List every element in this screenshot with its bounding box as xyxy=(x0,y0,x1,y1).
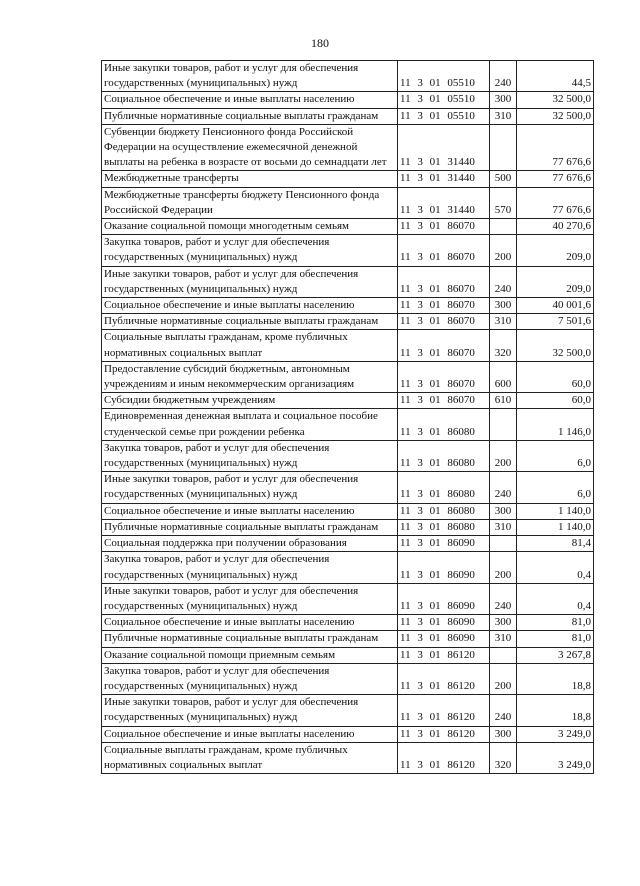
row-code-cell: 11 3 01 05510 xyxy=(398,92,490,108)
row-amount-cell: 1 146,0 xyxy=(517,409,594,440)
table-row xyxy=(102,726,594,742)
row-amount-cell: 44,5 xyxy=(517,61,594,92)
row-name-cell: Закупка товаров, работ и услуг для обеспечения государственных (муниципальных) нужд xyxy=(102,663,398,694)
table-row xyxy=(102,583,594,614)
row-vr-cell: 240 xyxy=(490,61,517,92)
row-amount-cell: 60,0 xyxy=(517,361,594,392)
row-vr-cell: 300 xyxy=(490,92,517,108)
row-code-cell: 11 3 01 86090 xyxy=(398,583,490,614)
row-amount-cell: 40 001,6 xyxy=(517,298,594,314)
row-vr-cell: 310 xyxy=(490,108,517,124)
table-row xyxy=(102,266,594,297)
row-name-cell: Социальное обеспечение и иные выплаты населению xyxy=(102,615,398,631)
table-row xyxy=(102,695,594,726)
row-code-cell: 11 3 01 86080 xyxy=(398,519,490,535)
row-code-cell: 11 3 01 86090 xyxy=(398,631,490,647)
table-row xyxy=(102,440,594,471)
row-name-cell: Закупка товаров, работ и услуг для обеспечения государственных (муниципальных) нужд xyxy=(102,440,398,471)
table-row xyxy=(102,235,594,266)
row-code-cell: 11 3 01 86080 xyxy=(398,409,490,440)
row-name-cell: Социальное обеспечение и иные выплаты населению xyxy=(102,92,398,108)
row-vr-cell: 320 xyxy=(490,330,517,361)
row-name-cell: Публичные нормативные социальные выплаты гражданам xyxy=(102,631,398,647)
row-amount-cell: 6,0 xyxy=(517,472,594,503)
row-amount-cell: 1 140,0 xyxy=(517,503,594,519)
table-row xyxy=(102,536,594,552)
row-vr-cell: 310 xyxy=(490,519,517,535)
row-code-cell: 11 3 01 86120 xyxy=(398,695,490,726)
row-vr-cell: 240 xyxy=(490,472,517,503)
row-vr-cell: 240 xyxy=(490,695,517,726)
row-vr-cell xyxy=(490,647,517,663)
row-code-cell: 11 3 01 86080 xyxy=(398,440,490,471)
table-row xyxy=(102,92,594,108)
table-row xyxy=(102,663,594,694)
table-row xyxy=(102,409,594,440)
budget-table xyxy=(101,60,594,774)
row-vr-cell: 300 xyxy=(490,298,517,314)
row-vr-cell: 200 xyxy=(490,663,517,694)
table-row xyxy=(102,298,594,314)
table-row xyxy=(102,124,594,171)
row-code-cell: 11 3 01 05510 xyxy=(398,61,490,92)
table-row xyxy=(102,61,594,92)
row-amount-cell: 77 676,6 xyxy=(517,187,594,218)
row-code-cell: 11 3 01 86070 xyxy=(398,235,490,266)
row-name-cell: Социальные выплаты гражданам, кроме публичных нормативных социальных выплат xyxy=(102,742,398,773)
budget-table-body xyxy=(102,61,594,774)
row-amount-cell: 32 500,0 xyxy=(517,108,594,124)
row-vr-cell: 200 xyxy=(490,440,517,471)
row-name-cell: Межбюджетные трансферты xyxy=(102,171,398,187)
row-code-cell: 11 3 01 86090 xyxy=(398,615,490,631)
row-code-cell: 11 3 01 86070 xyxy=(398,393,490,409)
row-name-cell: Иные закупки товаров, работ и услуг для обеспечения государственных (муниципальных) нужд xyxy=(102,583,398,614)
row-amount-cell: 6,0 xyxy=(517,440,594,471)
table-row xyxy=(102,187,594,218)
row-vr-cell: 240 xyxy=(490,266,517,297)
row-amount-cell: 60,0 xyxy=(517,393,594,409)
row-name-cell: Межбюджетные трансферты бюджету Пенсионного фонда Российской Федерации xyxy=(102,187,398,218)
row-amount-cell: 81,4 xyxy=(517,536,594,552)
row-vr-cell: 300 xyxy=(490,503,517,519)
page-number: 180 xyxy=(311,36,329,50)
row-name-cell: Оказание социальной помощи многодетным семьям xyxy=(102,219,398,235)
row-name-cell: Иные закупки товаров, работ и услуг для обеспечения государственных (муниципальных) нужд xyxy=(102,695,398,726)
row-name-cell: Социальное обеспечение и иные выплаты населению xyxy=(102,726,398,742)
table-row xyxy=(102,472,594,503)
row-amount-cell: 32 500,0 xyxy=(517,330,594,361)
row-code-cell: 11 3 01 86070 xyxy=(398,330,490,361)
row-name-cell: Субсидии бюджетным учреждениям xyxy=(102,393,398,409)
row-name-cell: Публичные нормативные социальные выплаты гражданам xyxy=(102,314,398,330)
row-vr-cell: 200 xyxy=(490,552,517,583)
row-code-cell: 11 3 01 86120 xyxy=(398,726,490,742)
row-name-cell: Оказание социальной помощи приемным семьям xyxy=(102,647,398,663)
row-amount-cell: 81,0 xyxy=(517,631,594,647)
row-amount-cell: 3 249,0 xyxy=(517,742,594,773)
row-code-cell: 11 3 01 05510 xyxy=(398,108,490,124)
row-code-cell: 11 3 01 86070 xyxy=(398,219,490,235)
table-row xyxy=(102,647,594,663)
row-code-cell: 11 3 01 86120 xyxy=(398,742,490,773)
row-name-cell: Социальное обеспечение и иные выплаты населению xyxy=(102,298,398,314)
row-name-cell: Субвенции бюджету Пенсионного фонда Российской Федерации на осуществление ежемесячной денежной выплаты на ребенка в возрасте от восьми до семнадцати лет xyxy=(102,124,398,171)
row-name-cell: Социальное обеспечение и иные выплаты населению xyxy=(102,503,398,519)
row-amount-cell: 77 676,6 xyxy=(517,124,594,171)
row-amount-cell: 18,8 xyxy=(517,663,594,694)
table-row xyxy=(102,631,594,647)
row-amount-cell: 3 249,0 xyxy=(517,726,594,742)
table-row xyxy=(102,314,594,330)
row-code-cell: 11 3 01 86070 xyxy=(398,298,490,314)
row-vr-cell: 320 xyxy=(490,742,517,773)
row-code-cell: 11 3 01 31440 xyxy=(398,187,490,218)
row-vr-cell: 600 xyxy=(490,361,517,392)
row-amount-cell: 1 140,0 xyxy=(517,519,594,535)
row-code-cell: 11 3 01 86080 xyxy=(398,472,490,503)
row-code-cell: 11 3 01 86070 xyxy=(398,361,490,392)
table-row xyxy=(102,108,594,124)
table-row xyxy=(102,171,594,187)
row-amount-cell: 77 676,6 xyxy=(517,171,594,187)
row-amount-cell: 0,4 xyxy=(517,552,594,583)
row-vr-cell: 200 xyxy=(490,235,517,266)
row-vr-cell xyxy=(490,536,517,552)
row-name-cell: Иные закупки товаров, работ и услуг для обеспечения государственных (муниципальных) нужд xyxy=(102,61,398,92)
row-vr-cell xyxy=(490,409,517,440)
row-code-cell: 11 3 01 31440 xyxy=(398,124,490,171)
row-name-cell: Публичные нормативные социальные выплаты гражданам xyxy=(102,519,398,535)
table-row xyxy=(102,552,594,583)
row-name-cell: Иные закупки товаров, работ и услуг для обеспечения государственных (муниципальных) нужд xyxy=(102,472,398,503)
row-name-cell: Иные закупки товаров, работ и услуг для обеспечения государственных (муниципальных) нужд xyxy=(102,266,398,297)
row-code-cell: 11 3 01 86090 xyxy=(398,536,490,552)
row-name-cell: Закупка товаров, работ и услуг для обеспечения государственных (муниципальных) нужд xyxy=(102,235,398,266)
row-code-cell: 11 3 01 86120 xyxy=(398,647,490,663)
row-name-cell: Публичные нормативные социальные выплаты гражданам xyxy=(102,108,398,124)
row-code-cell: 11 3 01 31440 xyxy=(398,171,490,187)
row-vr-cell: 310 xyxy=(490,314,517,330)
row-code-cell: 11 3 01 86070 xyxy=(398,314,490,330)
table-row xyxy=(102,615,594,631)
row-code-cell: 11 3 01 86120 xyxy=(398,663,490,694)
table-row xyxy=(102,393,594,409)
row-amount-cell: 209,0 xyxy=(517,235,594,266)
table-row xyxy=(102,330,594,361)
row-amount-cell: 209,0 xyxy=(517,266,594,297)
row-name-cell: Социальная поддержка при получении образования xyxy=(102,536,398,552)
row-vr-cell: 310 xyxy=(490,631,517,647)
row-name-cell: Единовременная денежная выплата и социальное пособие студенческой семье при рождении ребенка xyxy=(102,409,398,440)
row-amount-cell: 81,0 xyxy=(517,615,594,631)
table-row xyxy=(102,519,594,535)
row-vr-cell: 240 xyxy=(490,583,517,614)
row-amount-cell: 3 267,8 xyxy=(517,647,594,663)
row-code-cell: 11 3 01 86090 xyxy=(398,552,490,583)
row-name-cell: Закупка товаров, работ и услуг для обеспечения государственных (муниципальных) нужд xyxy=(102,552,398,583)
row-code-cell: 11 3 01 86070 xyxy=(398,266,490,297)
table-row xyxy=(102,361,594,392)
row-vr-cell: 570 xyxy=(490,187,517,218)
row-code-cell: 11 3 01 86080 xyxy=(398,503,490,519)
row-amount-cell: 0,4 xyxy=(517,583,594,614)
row-vr-cell: 300 xyxy=(490,615,517,631)
row-amount-cell: 18,8 xyxy=(517,695,594,726)
table-row xyxy=(102,742,594,773)
row-amount-cell: 32 500,0 xyxy=(517,92,594,108)
row-amount-cell: 7 501,6 xyxy=(517,314,594,330)
row-vr-cell: 300 xyxy=(490,726,517,742)
table-row xyxy=(102,503,594,519)
row-vr-cell xyxy=(490,124,517,171)
row-name-cell: Социальные выплаты гражданам, кроме публичных нормативных социальных выплат xyxy=(102,330,398,361)
row-amount-cell: 40 270,6 xyxy=(517,219,594,235)
row-name-cell: Предоставление субсидий бюджетным, автономным учреждениям и иным некоммерческим организациям xyxy=(102,361,398,392)
row-vr-cell: 500 xyxy=(490,171,517,187)
row-vr-cell xyxy=(490,219,517,235)
row-vr-cell: 610 xyxy=(490,393,517,409)
table-row xyxy=(102,219,594,235)
